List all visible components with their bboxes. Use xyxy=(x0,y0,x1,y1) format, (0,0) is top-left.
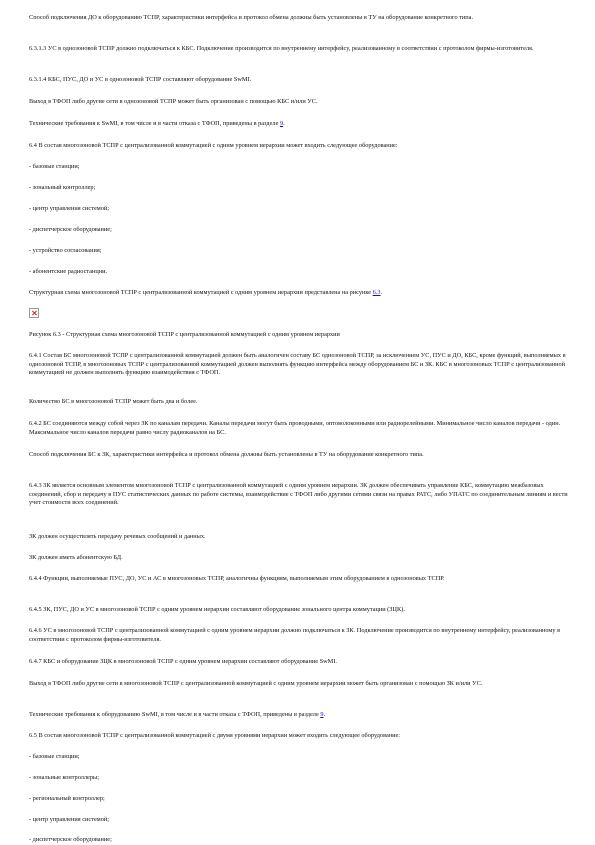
paragraph: 6.4.1 Состав БС многозоновой ТСПР с централизованной коммутацией должен быть аналогичен составу БС однозоновой ТСПР, за исключением УС, ПУС и ДО, КБС, кроме функций, выполняемых в однозоновой ТСПР, в многозоновых ТСПР с централизованной коммутацией должен выполнять функцию интерфейса между оборудованием БС и ЗК. КБС в многозоновых ТСПР с централизованной коммутацией не должен выполнять функцию взаимодействия с ТФОП. xyxy=(29,352,566,377)
figure-caption: Рисунок 6.3 - Структурная схема многозоновой ТСПР с централизованной коммутацией с одним уровнем иерархии xyxy=(29,331,340,338)
paragraph-tail: . xyxy=(323,711,326,718)
list-item: - базовые станции; xyxy=(29,753,80,760)
paragraph: 6.4.3 ЗК является основным элементом многозоновой ТСПР с централизованной коммутацией с одним уровнем иерархии. ЗК должен обеспечивать управление КБС, коммутацию межбазовых соединений, сбор и передачу в ПУС статистических данных по работе системы, взаимодействие с ТФОП либо другими сетями связи на правах РАТС, либо УПАТС по соединительным линиям и вести учет стоимости всех соединений. xyxy=(29,482,568,507)
list-item: - центр управления системой; xyxy=(29,205,110,212)
broken-image-icon xyxy=(29,308,39,318)
list-item: - диспетчерское оборудование; xyxy=(29,836,112,843)
paragraph: ЗК должен иметь абонентскую БД. xyxy=(29,554,123,561)
paragraph: Выход в ТФОП либо другие сети в однозоновой ТСПР может быть организован с помощью КБС и/или УС. xyxy=(29,98,318,105)
paragraph-text: Технические требования к SwMI, в том числе и в части отказа с ТФОП, приведены в разделе xyxy=(29,120,280,127)
paragraph: Способ подключения БС к ЗК, характеристики интерфейса и протокол обмена должны быть установлены в ТУ на оборудование конкретного типа. xyxy=(29,451,424,458)
paragraph-with-link xyxy=(29,289,382,298)
paragraph: 6.4.4 Функции, выполняемые ПУС, ДО, УС и АС в многозоновых ТСПР, аналогичны функциям, выполняемым этим оборудованием в однозоновых ТСПР. xyxy=(29,575,445,582)
paragraph-text: Технические требования к оборудованию SwMI, в том числе и в части отказа с ТФОП, приведены в разделе xyxy=(29,711,321,718)
paragraph-with-link xyxy=(29,120,285,129)
paragraph: Выход в ТФОП либо другие сети в многозоновой ТСПР с централизованной коммутацией с одним уровнем иерархии может быть организован с помощью ЗК и/или УС. xyxy=(29,680,483,687)
list-item: - центр управления системой; xyxy=(29,816,110,823)
paragraph: 6.4.5 ЗК, ПУС, ДО и УС в многозоновой ТСПР с одним уровнем иерархии составляют оборудование зонального центра коммутации (ЗЦК). xyxy=(29,606,405,613)
paragraph: 6.3.1.3 УС в однозоновой ТСПР должно подключаться к КБС. Подключение производится по внутреннему интерфейсу, реализованному в соответствии с протоколом фирмы-изготовителя. xyxy=(29,45,534,52)
paragraph: ЗК должен осуществлять передачу речевых сообщений и данных. xyxy=(29,533,206,540)
list-item: - зональные контроллеры; xyxy=(29,774,99,781)
paragraph: 6.4 В состав многозоновой ТСПР с централизованной коммутацией с одним уровнем иерархии может входить следующее оборудование: xyxy=(29,142,398,149)
list-item: - устройство согласования; xyxy=(29,247,102,254)
section-link[interactable]: 9 xyxy=(320,711,324,718)
paragraph-with-link xyxy=(29,711,325,720)
paragraph: Количество БС в многозоновой ТСПР может быть два и более. xyxy=(29,398,198,405)
paragraph: Способ подключения ДО к оборудованию ТСПР, характеристики интерфейса и протокол обмена должны быть установлены в ТУ на оборудование конкретного типа. xyxy=(29,14,474,21)
paragraph: 6.5 В состав многозоновой ТСПР с централизованной коммутацией с двумя уровнями иерархии может входить следующее оборудование: xyxy=(29,732,401,739)
list-item: - диспетчерское оборудование; xyxy=(29,226,112,233)
paragraph: 6.4.2 БС соединяются между собой через ЗК по каналам передачи. Каналы передачи могут быть проводными, оптоволоконными или радиорелейными. Минимальное число каналов передачи - один. Максимальное число каналов передачи равно числу радиоканалов на БС. xyxy=(29,420,561,436)
list-item: - абонентские радиостанции. xyxy=(29,268,108,275)
paragraph-tail: . xyxy=(283,120,285,127)
paragraph: 6.3.1.4 КБС, ПУС, ДО и УС в однозоновой ТСПР составляют оборудование SwMI. xyxy=(29,76,252,83)
list-item: - базовые станции; xyxy=(29,163,80,170)
figure-link[interactable]: 6.3 xyxy=(372,289,381,296)
list-item: - региональный контроллер; xyxy=(29,795,105,802)
paragraph-tail: . xyxy=(380,289,383,296)
paragraph: 6.4.7 КБС и оборудование ЗЦК в многозоновой ТСПР с одним уровнем иерархии составляют оборудование SwMI. xyxy=(29,658,337,665)
section-link[interactable]: 9 xyxy=(279,120,284,127)
paragraph: 6.4.6 УС в многозоновой ТСПР с централизованной коммутацией с одним уровнем иерархии должно подключаться к ЗК. Подключение производится по внутреннему интерфейсу, реализованному в соответствии с протоколом фирмы-изготовителя. xyxy=(29,627,561,643)
list-item: - зональный контроллер; xyxy=(29,184,96,191)
paragraph-text: Структурная схема многозоновой ТСПР с централизованной коммутацией с одним уровнем иерархии представлена на рисунке xyxy=(29,289,373,296)
